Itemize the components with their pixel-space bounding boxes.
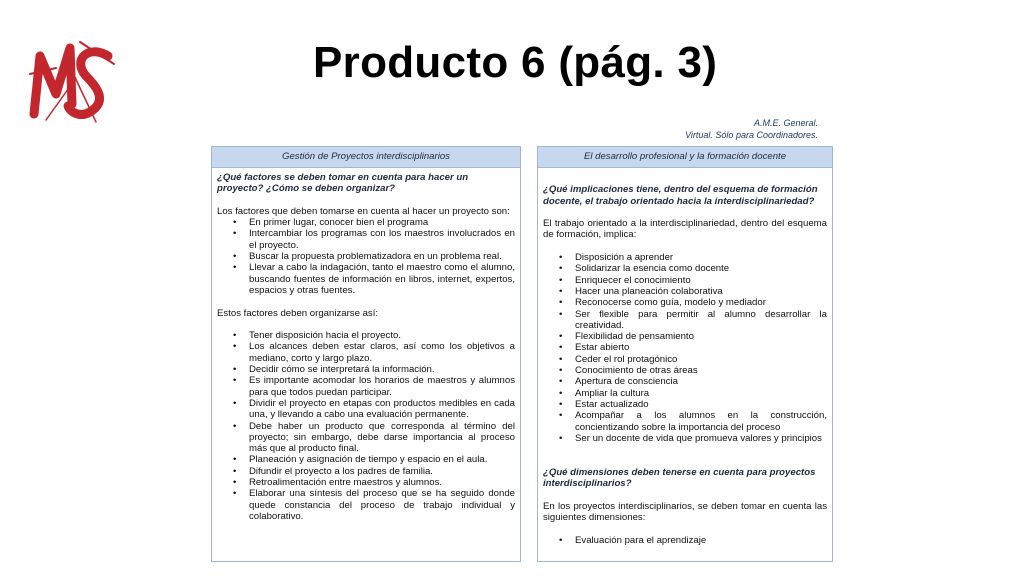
list-item: • Planeación y asignación de tiempo y espacio en el aula. <box>249 454 515 465</box>
panel-desarrollo-profesional <box>537 146 833 562</box>
meta-line-1: A.M.E. General. <box>753 118 818 128</box>
list-item: • Disposición a aprender <box>575 252 827 263</box>
list-item: • Acompañar a los alumnos en la construcción, concientizando sobre la importancia del proceso <box>575 410 827 433</box>
paragraph: Estos factores deben organizarse así: <box>217 307 379 319</box>
list-item: • Dividir el proyecto en etapas con productos medibles en cada una, y llevando a cabo una evaluación permanente. <box>249 398 515 421</box>
list-item: • Evaluación para el aprendizaje <box>575 535 827 546</box>
factors-list <box>217 217 515 296</box>
list-item: • Ampliar la cultura <box>575 388 827 399</box>
dimensions-list <box>543 535 827 546</box>
list-item: • Difundir el proyecto a los padres de familia. <box>249 466 515 477</box>
slide-title: Producto 6 (pág. 3) <box>313 38 718 87</box>
list-item: • Ceder el rol protagónico <box>575 354 827 365</box>
list-item: • Conocimiento de otras áreas <box>575 365 827 376</box>
list-item: • Solidarizar la esencia como docente <box>575 263 827 274</box>
meta-note <box>685 117 818 141</box>
list-item: • Tener disposición hacia el proyecto. <box>249 330 515 341</box>
question: ¿Qué factores se deben tomar en cuenta para hacer un proyecto? ¿Cómo se deben organizar? <box>217 172 469 195</box>
panel-gestion-proyectos <box>211 146 521 562</box>
paragraph: Los factores que deben tomarse en cuenta al hacer un proyecto son: <box>217 205 510 217</box>
panel-header: Gestión de Proyectos interdisciplinarios <box>212 147 520 168</box>
list-item: • Ser un docente de vida que promueva valores y principios <box>575 433 827 444</box>
list-item: • Debe haber un producto que corresponda al término del proyecto; sin embargo, debe darse importancia al proceso más que al producto final. <box>249 421 515 455</box>
list-item: • Estar abierto <box>575 342 827 353</box>
paragraph: En los proyectos interdisciplinarios, se deben tomar en cuenta las siguientes dimensiones: <box>543 500 827 523</box>
list-item: • Decidir cómo se interpretará la información. <box>249 364 515 375</box>
list-item: • Reconocerse como guía, modelo y mediador <box>575 297 827 308</box>
question: ¿Qué dimensiones deben tenerse en cuenta para proyectos interdisciplinarios? <box>543 466 816 490</box>
list-item: • Estar actualizado <box>575 399 827 410</box>
organize-list <box>217 330 515 522</box>
list-item: • Flexibilidad de pensamiento <box>575 331 827 342</box>
ms-logo <box>26 34 118 124</box>
list-item: • Los alcances deben estar claros, así como los objetivos a mediano, corto y largo plazo. <box>249 341 515 364</box>
list-item: • Hacer una planeación colaborativa <box>575 286 827 297</box>
list-item: • En primer lugar, conocer bien el programa <box>249 217 515 228</box>
list-item: • Apertura de consciencia <box>575 376 827 387</box>
question: ¿Qué implicaciones tiene, dentro del esquema de formación docente, el trabajo orientado hacia la interdisciplinariedad? <box>543 184 818 207</box>
list-item: • Retroalimentación entre maestros y alumnos. <box>249 477 515 488</box>
implications-list <box>543 252 827 444</box>
list-item: • Intercambiar los programas con los maestros involucrados en el proyecto. <box>249 228 515 251</box>
list-item: • Ser flexible para permitir al alumno desarrollar la creatividad. <box>575 309 827 332</box>
meta-line-2: Virtual. Sólo para Coordinadores. <box>685 130 818 140</box>
list-item: • Es importante acomodar los horarios de maestros y alumnos para que todos puedan participar. <box>249 375 515 398</box>
list-item: • Llevar a cabo la indagación, tanto el maestro como el alumno, buscando fuentes de información en libros, internet, expertos, espacios y otras fuentes. <box>249 262 515 296</box>
list-item: • Elaborar una síntesis del proceso que se ha seguido donde quede constancia del proceso de trabajo individual y colaborativo. <box>249 488 515 522</box>
panel-header: El desarrollo profesional y la formación docente <box>538 147 832 168</box>
paragraph: El trabajo orientado a la interdisciplinariedad, dentro del esquema de formación, implica: <box>543 218 827 241</box>
list-item: • Enriquecer el conocimiento <box>575 275 827 286</box>
list-item: • Buscar la propuesta problematizadora en un problema real. <box>249 251 515 262</box>
